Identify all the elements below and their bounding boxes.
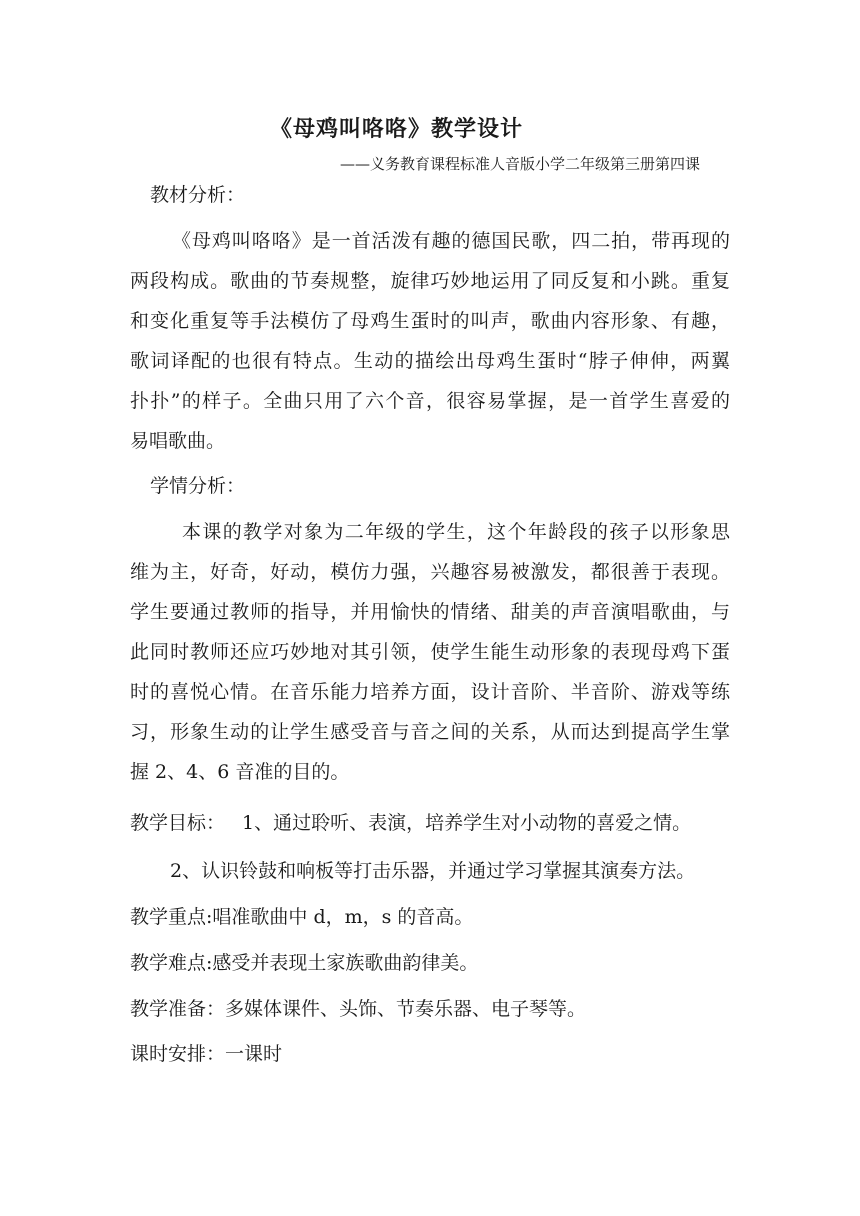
difficulty: 教学难点:感受并表现土家族歌曲韵律美。 xyxy=(130,952,479,974)
student-analysis-line: 学生要通过教师的指导，并用愉快的情绪、甜美的声音演唱歌曲，与 xyxy=(130,601,730,623)
key-point: 教学重点:唱准歌曲中 d，m，s 的音高。 xyxy=(130,906,474,928)
student-analysis-line: 本课的教学对象为二年级的学生，这个年龄段的孩子以形象思 xyxy=(182,521,730,543)
textbook-analysis-heading: 教材分析： xyxy=(150,184,246,206)
preparation: 教学准备：多媒体课件、头饰、节奏乐器、电子琴等。 xyxy=(130,998,587,1020)
objectives-label: 教学目标： xyxy=(130,812,226,834)
textbook-analysis-line: 歌词译配的也很有特点。生动的描绘出母鸡生蛋时“脖子伸伸，两翼 xyxy=(130,350,730,372)
schedule: 课时安排：一课时 xyxy=(130,1043,283,1065)
student-analysis-heading: 学情分析： xyxy=(150,475,246,497)
student-analysis-line: 时的喜悦心情。在音乐能力培养方面，设计音阶、半音阶、游戏等练 xyxy=(130,681,730,703)
student-analysis-line: 此同时教师还应巧妙地对其引领，使学生能生动形象的表现母鸡下蛋 xyxy=(130,641,730,663)
student-analysis-line: 维为主，好奇，好动，模仿力强，兴趣容易被激发，都很善于表现。 xyxy=(130,561,730,583)
textbook-analysis-line: 《母鸡叫咯咯》是一首活泼有趣的德国民歌，四二拍，带再现的 xyxy=(172,230,730,252)
textbook-analysis-line: 两段构成。歌曲的节奏规整，旋律巧妙地运用了同反复和小跳。重复 xyxy=(130,270,730,292)
objective-item: 2、认识铃鼓和响板等打击乐器，并通过学习掌握其演奏方法。 xyxy=(170,860,696,882)
textbook-analysis-line: 扑扑”的样子。全曲只用了六个音，很容易掌握，是一首学生喜爱的 xyxy=(130,390,730,412)
textbook-analysis-line: 和变化重复等手法模仿了母鸡生蛋时的叫声，歌曲内容形象、有趣， xyxy=(130,310,730,332)
objective-item: 1、通过聆听、表演，培养学生对小动物的喜爱之情。 xyxy=(242,812,692,834)
document-subtitle: ——义务教育课程标准人音版小学二年级第三册第四课 xyxy=(340,155,701,173)
student-analysis-line: 习，形象生动的让学生感受音与音之间的关系，从而达到提高学生掌 xyxy=(130,721,730,743)
textbook-analysis-line: 易唱歌曲。 xyxy=(130,430,226,452)
student-analysis-line: 握 2、4、6 音准的目的。 xyxy=(130,761,350,783)
document-title: 《母鸡叫咯咯》教学设计 xyxy=(270,116,524,142)
